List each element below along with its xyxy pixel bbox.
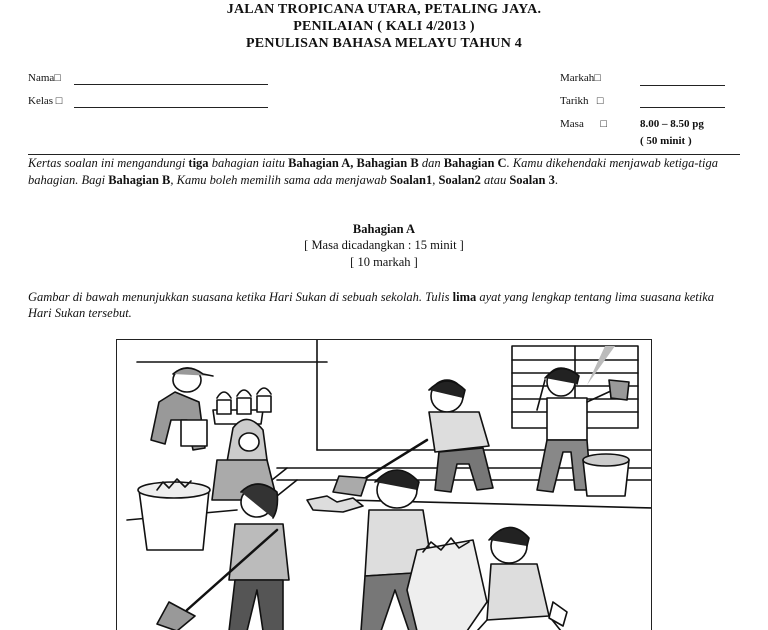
box-glyph: □ <box>594 72 601 84</box>
question-text-2: ayat yang lengkap tentang lima suasana ketika Hari Sukan tersebut. <box>28 290 715 320</box>
instr-text-8: . <box>554 172 558 187</box>
section-title: Bahagian A <box>352 222 416 236</box>
instr-bold-5: Soalan1 <box>389 172 433 187</box>
instructions-paragraph <box>28 155 740 188</box>
instr-text-2: bahagian iaitu <box>208 156 289 170</box>
kelas-label: Kelas <box>28 95 54 107</box>
nama-field <box>28 72 61 84</box>
instr-bold-1: tiga <box>188 156 209 170</box>
instr-bold-7: Soalan 3 <box>509 172 555 187</box>
kelas-field <box>28 95 62 107</box>
masa-value: 8.00 – 8.50 pg <box>640 118 704 130</box>
boys-with-rubbish-bag <box>361 470 567 630</box>
section-time: [ Masa dicadangkan : 15 minit ] <box>304 238 464 252</box>
masa-field <box>560 118 607 130</box>
markah-line[interactable] <box>640 85 725 86</box>
section-marks: [ 10 markah ] <box>350 255 418 269</box>
subject-title: PENULISAN BAHASA MELAYU TAHUN 4 <box>246 36 522 51</box>
tarikh-label: Tarikh <box>560 95 589 107</box>
illustration-svg <box>117 340 652 630</box>
markah-field <box>560 72 601 84</box>
box-glyph: □ <box>55 95 63 107</box>
question-text-1: Gambar di bawah menunjukkan suasana ketika Hari Sukan di sebuah sekolah. Tulis <box>28 290 453 304</box>
instr-text-4: . Kamu dikehendaki menjawab ketiga-tiga bahagian. Bagi <box>28 156 718 187</box>
tarikh-line[interactable] <box>640 107 725 108</box>
kelas-line[interactable] <box>74 107 268 108</box>
masa-duration: ( 50 minit ) <box>640 135 692 147</box>
tarikh-field <box>560 95 603 107</box>
instr-bold-4: Bahagian B <box>108 172 171 187</box>
girl-cleaning-window <box>537 368 629 496</box>
instr-bold-6: Soalan2 <box>438 172 481 187</box>
box-glyph: □ <box>596 95 604 107</box>
markah-label: Markah <box>560 72 595 84</box>
box-glyph: □ <box>54 72 61 84</box>
masa-label: Masa <box>560 118 584 130</box>
instr-bold-3: Bahagian C <box>443 156 507 170</box>
instr-bold-2: Bahagian A, Bahagian B <box>288 156 419 170</box>
box-glyph: □ <box>600 118 607 130</box>
question-paragraph <box>28 289 740 321</box>
nama-label: Nama <box>28 72 55 84</box>
children-cleaning-school-illustration <box>116 339 652 630</box>
instr-text-7: atau <box>480 172 510 187</box>
school-name: JALAN TROPICANA UTARA, PETALING JAYA. <box>226 2 542 17</box>
instr-text-1: Kertas soalan ini mengandungi <box>28 156 189 170</box>
exam-title: PENILAIAN ( KALI 4/2013 ) <box>293 19 475 34</box>
question-bold: lima <box>452 290 477 304</box>
instr-text-6: , <box>432 172 439 187</box>
instr-text-5: , Kamu boleh memilih sama ada menjawab <box>170 172 390 187</box>
instr-text-3: dan <box>418 156 444 170</box>
nama-line[interactable] <box>74 84 268 85</box>
